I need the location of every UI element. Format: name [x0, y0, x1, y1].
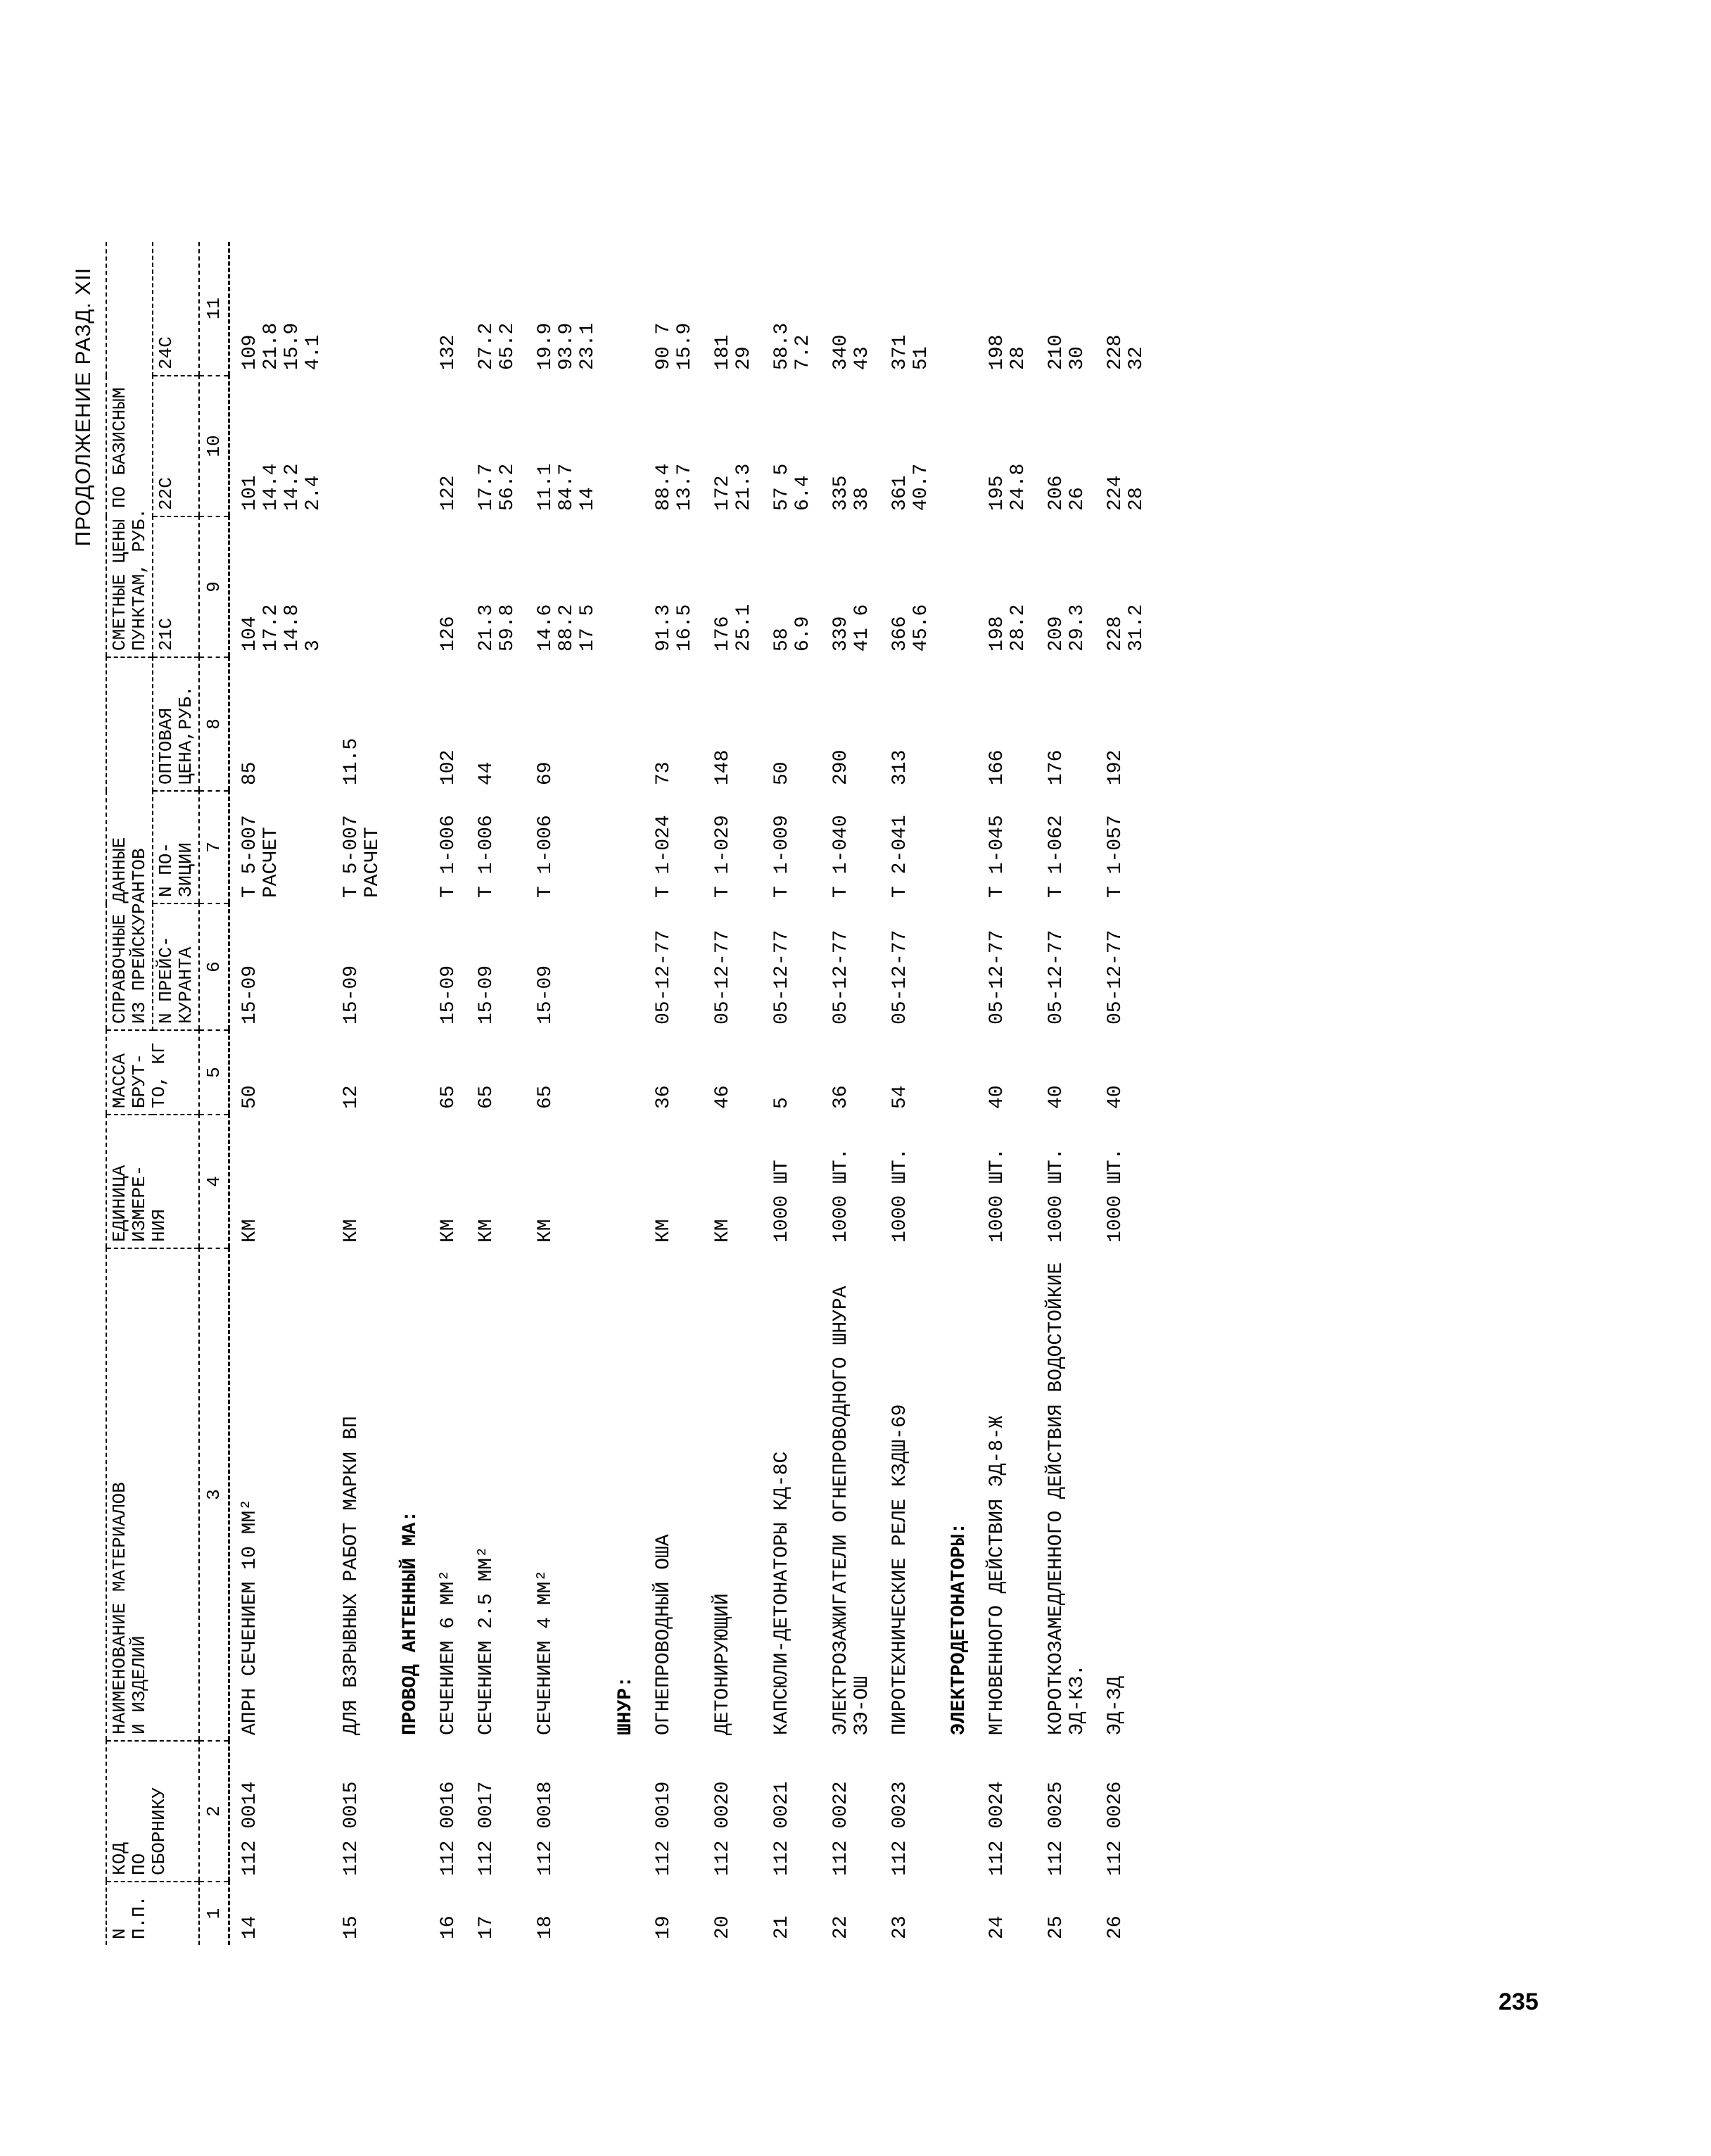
row-price-21c: 176 25.1: [712, 604, 755, 652]
table-row: [606, 242, 644, 1945]
table-row: [1095, 242, 1155, 1945]
col-header-wholesale: ОПТОВАЯ ЦЕНА,РУБ.: [153, 657, 199, 791]
row-unit: 1000 ШТ.: [830, 1148, 852, 1243]
row-name: МГНОВЕННОГО ДЕЙСТВИЯ ЭД-8-Ж: [986, 1416, 1008, 1735]
row-pricelist: 15-09: [341, 965, 362, 1025]
row-price-24c: 228 32: [1105, 334, 1147, 370]
row-name: ПИРОТЕХНИЧЕСКИЕ РЕЛЕ КЗДШ-69: [889, 1404, 911, 1735]
row-code: 112 0015: [341, 1781, 362, 1876]
table-row: [821, 242, 880, 1945]
row-pricelist: 05-12-77: [712, 930, 734, 1025]
row-name: АПРН СЕЧЕНИЕМ 10 ММ²: [239, 1498, 261, 1735]
row-mass: 36: [830, 1085, 852, 1109]
row-unit: 1000 ШТ: [771, 1160, 793, 1243]
col-header-price-group: СМЕТНЫЕ ЦЕНЫ ПО БАЗИСНЫМ ПУНКТАМ, РУБ.: [106, 242, 153, 657]
row-price-22c: 206 26: [1045, 475, 1088, 511]
row-pricelist: 05-12-77: [830, 930, 852, 1025]
col-number: 4: [199, 1115, 229, 1248]
row-pricelist: 05-12-77: [1105, 930, 1126, 1025]
row-mass: 54: [889, 1085, 911, 1109]
row-price-22c: 101 14.4 14.2 2.4: [239, 463, 324, 511]
row-wholesale-price: 192: [1105, 749, 1126, 785]
col-number: 3: [199, 1248, 229, 1741]
row-name: ДЛЯ ВЗРЫВНЫХ РАБОТ МАРКИ ВП: [341, 1416, 362, 1735]
table-row: [428, 242, 466, 1945]
row-code: 112 0019: [653, 1781, 675, 1876]
row-pricelist: 15-09: [438, 965, 459, 1025]
row-position: Т 2-041: [889, 815, 911, 898]
row-position: Т 1-062: [1045, 815, 1067, 898]
row-unit: КМ: [535, 1219, 556, 1243]
col-number: 1: [199, 1882, 229, 1945]
row-unit: КМ: [653, 1219, 675, 1243]
row-number: 16: [438, 1915, 459, 1939]
row-price-24c: 27.2 65.2: [476, 322, 519, 370]
column-number-row: [199, 242, 229, 1945]
row-position: Т 1-045: [986, 815, 1008, 898]
row-position: Т 1-024: [653, 815, 675, 898]
row-pricelist: 05-12-77: [1045, 930, 1067, 1025]
row-pricelist: 05-12-77: [889, 930, 911, 1025]
row-wholesale-price: 166: [986, 749, 1008, 785]
row-number: 21: [771, 1915, 793, 1939]
col-number: 11: [199, 242, 229, 376]
table-body: [229, 242, 1155, 1945]
row-name: КОРОТКОЗАМЕДЛЕННОГО ДЕЙСТВИЯ ВОДОСТОЙКИЕ ЭД-КЗ.: [1045, 1262, 1088, 1735]
table-row: [1036, 242, 1095, 1945]
row-wholesale-price: 290: [830, 749, 852, 785]
row-price-21c: 198 28.2: [986, 604, 1029, 652]
row-mass: 40: [1045, 1085, 1067, 1109]
row-price-22c: 122: [438, 475, 459, 511]
row-price-21c: 14.6 88.2 17 5: [535, 604, 599, 652]
row-number: 25: [1045, 1915, 1067, 1939]
row-wholesale-price: 73: [653, 761, 675, 785]
row-mass: 46: [712, 1085, 734, 1109]
row-name: ДЕТОНИРУЮЩИЙ: [712, 1593, 734, 1735]
row-pricelist: 15-09: [535, 965, 556, 1025]
col-header-pricelist: N ПРЕЙС- КУРАНТА: [153, 903, 199, 1030]
row-price-21c: 209 29.3: [1045, 604, 1088, 652]
table-row: [229, 242, 332, 1945]
row-price-22c: 11.1 84.7 14: [535, 463, 599, 511]
row-spacer: [390, 1741, 428, 1945]
row-price-24c: 132: [438, 334, 459, 370]
row-number: 24: [986, 1915, 1008, 1939]
row-price-24c: 181 29: [712, 334, 755, 370]
row-price-22c: 88.4 13.7: [653, 463, 696, 511]
row-number: 22: [830, 1915, 852, 1939]
page-number: 235: [1499, 1989, 1539, 2015]
row-mass: 65: [476, 1085, 497, 1109]
row-wholesale-price: 85: [239, 761, 261, 785]
table-row: [977, 242, 1036, 1945]
row-unit: КМ: [239, 1219, 261, 1243]
row-name: ЭД-ЗД: [1105, 1675, 1126, 1735]
row-pricelist: 15-09: [476, 965, 497, 1025]
col-number: 5: [199, 1030, 229, 1115]
row-wholesale-price: 69: [535, 761, 556, 785]
row-unit: КМ: [341, 1219, 362, 1243]
row-position: Т 1-006: [476, 815, 497, 898]
row-pricelist: 05-12-77: [771, 930, 793, 1025]
row-number: 14: [239, 1915, 261, 1939]
col-header-22c: 22С: [153, 376, 199, 516]
col-number: 6: [199, 903, 229, 1030]
col-header-code: КОД ПО СБОРНИКУ: [106, 1741, 199, 1882]
row-mass: 50: [239, 1085, 261, 1109]
row-code: 112 0024: [986, 1781, 1008, 1876]
row-code: 112 0026: [1105, 1781, 1126, 1876]
row-price-21c: 228 31.2: [1105, 604, 1147, 652]
table-row: [466, 242, 526, 1945]
row-price-21c: 339 41 6: [830, 604, 873, 652]
row-price-24c: 109 21.8 15.9 4.1: [239, 322, 324, 370]
row-number: 26: [1105, 1915, 1126, 1939]
col-number: 7: [199, 791, 229, 903]
row-code: 112 0023: [889, 1781, 911, 1876]
row-mass: 36: [653, 1085, 675, 1109]
row-price-21c: [331, 516, 390, 657]
row-price-24c: 210 30: [1045, 334, 1088, 370]
section-header: ПРОДОЛЖЕНИЕ РАЗД. XII: [72, 267, 95, 547]
row-price-24c: 19.9 93.9 23.1: [535, 322, 599, 370]
materials-table: [106, 242, 1155, 1945]
table-row: [390, 242, 428, 1945]
row-wholesale-price: 148: [712, 749, 734, 785]
row-code: 112 0014: [239, 1781, 261, 1876]
row-position: Т 1-040: [830, 815, 852, 898]
col-header-position: N ПО- ЗИЦИИ: [153, 791, 199, 903]
row-wholesale-price: 44: [476, 761, 497, 785]
row-name: ЭЛЕКТРОЗАЖИГАТЕЛИ ОГНЕПРОВОДНОГО ШНУРА ЗЭ-ОШ: [830, 1286, 873, 1735]
col-number: 2: [199, 1741, 229, 1882]
row-pricelist: 05-12-77: [986, 930, 1008, 1025]
row-position: Т 1-006: [438, 815, 459, 898]
row-wholesale-price: 11.5: [341, 737, 362, 785]
row-spacer: [939, 1741, 977, 1945]
row-price-22c: 335 38: [830, 475, 873, 511]
row-number: 15: [341, 1915, 362, 1939]
row-position: Т 5-007 РАСЧЕТ: [341, 815, 383, 898]
row-name: ОГНЕПРОВОДНЫЙ ОША: [653, 1534, 675, 1735]
row-price-24c: [331, 242, 390, 376]
col-number: 9: [199, 516, 229, 657]
row-price-24c: 58.3 7.2: [771, 322, 814, 370]
row-price-24c: 198 28: [986, 334, 1029, 370]
row-position: Т 1-006: [535, 815, 556, 898]
table-row: [644, 242, 703, 1945]
row-mass: 12: [341, 1085, 362, 1109]
row-price-21c: 21.3 59.8: [476, 604, 519, 652]
row-price-22c: [331, 376, 390, 516]
row-code: 112 0018: [535, 1781, 556, 1876]
col-header-21c: 21С: [153, 516, 199, 657]
row-name: СЕЧЕНИЕМ 2.5 ММ²: [476, 1546, 497, 1735]
group-heading: ШНУР:: [615, 1675, 637, 1735]
row-price-21c: 366 45.6: [889, 604, 932, 652]
col-header-unit: ЕДИНИЦА ИЗМЕРЕ- НИЯ: [106, 1115, 199, 1248]
row-code: 112 0021: [771, 1781, 793, 1876]
row-code: 112 0016: [438, 1781, 459, 1876]
col-number: 8: [199, 657, 229, 791]
row-code: 112 0025: [1045, 1781, 1067, 1876]
row-price-24c: 340 43: [830, 334, 873, 370]
col-header-reference-group: СПРАВОЧНЫЕ ДАННЫЕ ИЗ ПРЕЙСКУРАНТОВ: [106, 657, 153, 1030]
col-number: 10: [199, 376, 229, 516]
col-header-n: N П.П.: [106, 1882, 199, 1945]
table-row: [880, 242, 939, 1945]
row-mass: 5: [771, 1097, 793, 1109]
row-unit: КМ: [712, 1219, 734, 1243]
row-unit: 1000 ШТ.: [889, 1148, 911, 1243]
row-price-22c: 195 24.8: [986, 463, 1029, 511]
col-header-24c: 24С: [153, 242, 199, 376]
row-price-24c: 371 51: [889, 334, 932, 370]
row-mass: 40: [1105, 1085, 1126, 1109]
row-unit: КМ: [438, 1219, 459, 1243]
row-mass: 40: [986, 1085, 1008, 1109]
row-price-22c: 224 28: [1105, 475, 1147, 511]
group-heading: ЭЛЕКТРОДЕТОНАТОРЫ:: [948, 1522, 970, 1735]
row-price-22c: 361 40.7: [889, 463, 932, 511]
row-wholesale-price: 102: [438, 749, 459, 785]
row-wholesale-price: 176: [1045, 749, 1067, 785]
row-number: 23: [889, 1915, 911, 1939]
row-price-22c: 57 5 6.4: [771, 463, 814, 511]
row-price-21c: 126: [438, 616, 459, 652]
row-position: Т 1-009: [771, 815, 793, 898]
table-row: [703, 242, 762, 1945]
col-header-mass: МАССА БРУТ- ТО, КГ: [106, 1030, 199, 1115]
row-position: Т 1-057: [1105, 815, 1126, 898]
row-unit: КМ: [476, 1219, 497, 1243]
row-pricelist: 15-09: [239, 965, 261, 1025]
row-unit: 1000 ШТ.: [1105, 1148, 1126, 1243]
row-mass: 65: [438, 1085, 459, 1109]
row-mass: 65: [535, 1085, 556, 1109]
row-position: Т 5-007 РАСЧЕТ: [239, 815, 282, 898]
row-name: СЕЧЕНИЕМ 6 ММ²: [438, 1569, 459, 1735]
row-wholesale-price: 50: [771, 761, 793, 785]
table-row: [762, 242, 821, 1945]
row-price-22c: 17.7 56.2: [476, 463, 519, 511]
row-wholesale-price: 313: [889, 749, 911, 785]
table-row: [331, 242, 390, 1945]
group-heading: ПРОВОД АНТЕННЫЙ МА:: [400, 1510, 421, 1735]
row-name: СЕЧЕНИЕМ 4 ММ²: [535, 1569, 556, 1735]
row-price-22c: 172 21.3: [712, 463, 755, 511]
row-spacer: [606, 1741, 644, 1945]
row-number: 19: [653, 1915, 675, 1939]
row-name: КАПСЮЛИ-ДЕТОНАТОРЫ КД-8С: [771, 1451, 793, 1735]
row-price-24c: 90 7 15.9: [653, 322, 696, 370]
row-unit: 1000 ШТ.: [986, 1148, 1008, 1243]
row-pricelist: 05-12-77: [653, 930, 675, 1025]
table-row: [939, 242, 977, 1945]
row-code: 112 0022: [830, 1781, 852, 1876]
row-price-21c: 58 6.9: [771, 616, 814, 652]
row-price-21c: 104 17.2 14.8 3: [239, 604, 324, 652]
row-unit: 1000 ШТ.: [1045, 1148, 1067, 1243]
row-number: 17: [476, 1915, 497, 1939]
table-row: [526, 242, 606, 1945]
row-number: 20: [712, 1915, 734, 1939]
col-header-name: НАИМЕНОВАНИЕ МАТЕРИАЛОВ И ИЗДЕЛИЙ: [106, 1248, 199, 1741]
row-position: Т 1-029: [712, 815, 734, 898]
row-price-21c: 91.3 16.5: [653, 604, 696, 652]
row-number: 18: [535, 1915, 556, 1939]
row-code: 112 0020: [712, 1781, 734, 1876]
row-code: 112 0017: [476, 1781, 497, 1876]
